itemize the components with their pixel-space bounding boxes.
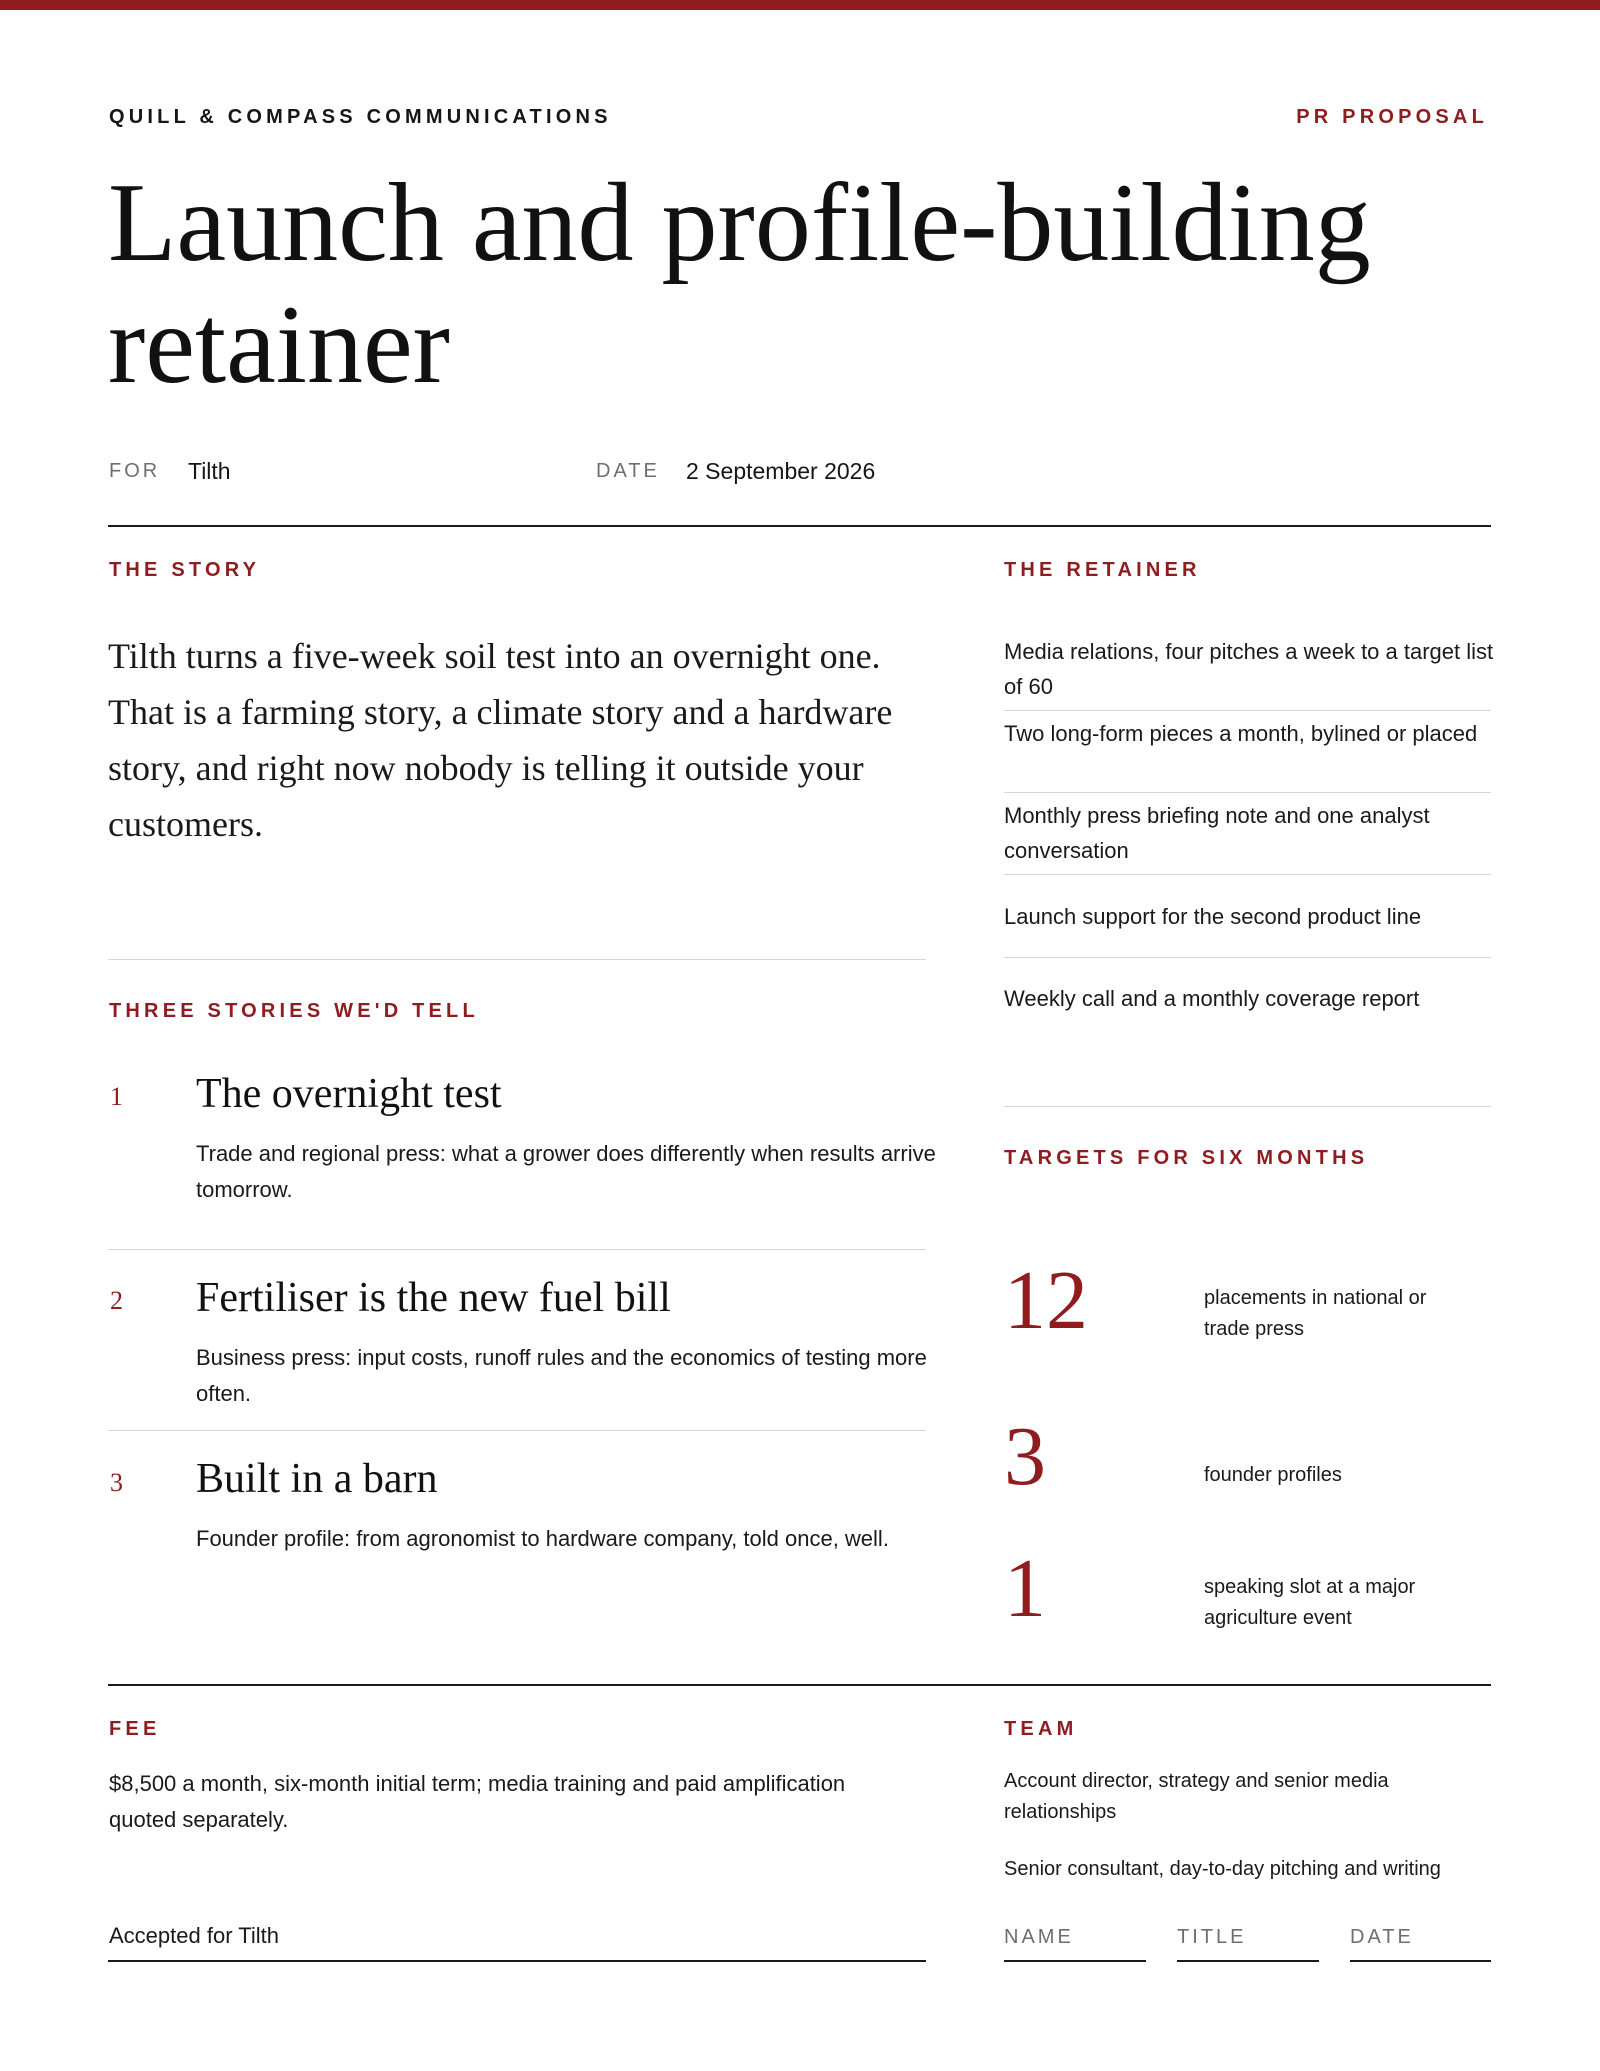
sig-name-line[interactable] bbox=[1004, 1960, 1146, 1962]
agency-name: QUILL & COMPASS COMMUNICATIONS bbox=[109, 106, 612, 128]
fee-text: $8,500 a month, six-month initial term; media training and paid amplification quoted separately. bbox=[109, 1771, 846, 1832]
target-label: placements in national or trade press bbox=[1204, 1287, 1427, 1340]
story-item-divider bbox=[108, 1430, 926, 1431]
sig-title-line[interactable] bbox=[1177, 1960, 1319, 1962]
team-heading: TEAM bbox=[1004, 1718, 1078, 1740]
three-stories-heading: THREE STORIES WE'D TELL bbox=[109, 1000, 479, 1022]
retainer-divider bbox=[1004, 710, 1491, 711]
retainer-divider bbox=[1004, 874, 1491, 875]
target-label: speaking slot at a major agriculture event bbox=[1204, 1576, 1416, 1629]
story-description: Trade and regional press: what a grower does differently when results arrive tomorrow. bbox=[196, 1141, 936, 1202]
story-item-divider bbox=[108, 1249, 926, 1250]
header-divider bbox=[108, 525, 1491, 527]
target-value: 1 bbox=[1004, 1542, 1046, 1635]
target-value: 3 bbox=[1004, 1410, 1046, 1503]
accent-top-bar bbox=[0, 0, 1600, 10]
doc-type-label: PR PROPOSAL bbox=[1296, 106, 1488, 128]
story-number: 2 bbox=[110, 1286, 123, 1315]
retainer-divider bbox=[1004, 957, 1491, 958]
date-label: DATE bbox=[596, 460, 660, 482]
accepted-signature-line[interactable] bbox=[108, 1960, 926, 1962]
story-heading: THE STORY bbox=[109, 559, 261, 581]
story-divider bbox=[108, 959, 926, 960]
retainer-item: Monthly press briefing note and one analyst conversation bbox=[1004, 803, 1430, 863]
retainer-item: Weekly call and a monthly coverage report bbox=[1004, 986, 1420, 1011]
targets-heading: TARGETS FOR SIX MONTHS bbox=[1004, 1147, 1369, 1169]
retainer-divider bbox=[1004, 792, 1491, 793]
retainer-heading: THE RETAINER bbox=[1004, 559, 1201, 581]
footer-divider bbox=[108, 1684, 1491, 1686]
target-value: 12 bbox=[1004, 1254, 1088, 1347]
for-value: Tilth bbox=[188, 458, 231, 484]
story-title: Built in a barn bbox=[196, 1456, 438, 1502]
retainer-item: Launch support for the second product line bbox=[1004, 904, 1422, 929]
retainer-item: Two long-form pieces a month, bylined or placed bbox=[1004, 721, 1478, 746]
story-number: 3 bbox=[110, 1468, 123, 1497]
sig-date-label: DATE bbox=[1350, 1926, 1414, 1948]
team-member: Senior consultant, day-to-day pitching and writing bbox=[1004, 1858, 1441, 1880]
accepted-label: Accepted for Tilth bbox=[109, 1923, 279, 1948]
for-label: FOR bbox=[109, 460, 161, 482]
team-member: Account director, strategy and senior media relationships bbox=[1004, 1770, 1389, 1823]
story-title: Fertiliser is the new fuel bill bbox=[196, 1275, 671, 1321]
story-title: The overnight test bbox=[196, 1071, 502, 1117]
story-description: Business press: input costs, runoff rules and the economics of testing more often. bbox=[196, 1345, 927, 1406]
sig-date-line[interactable] bbox=[1350, 1960, 1491, 1962]
story-number: 1 bbox=[110, 1082, 123, 1111]
date-value: 2 September 2026 bbox=[686, 458, 876, 484]
sig-name-label: NAME bbox=[1004, 1926, 1074, 1948]
title-line-1: Launch and profile-building bbox=[108, 161, 1371, 285]
story-lede: Tilth turns a five-week soil test into an overnight one. That is a farming story, a climate story and a hardware story, and right now nobody is telling it outside your customers. bbox=[108, 636, 893, 844]
story-description: Founder profile: from agronomist to hardware company, told once, well. bbox=[196, 1526, 889, 1551]
retainer-item: Media relations, four pitches a week to a target list of 60 bbox=[1004, 639, 1494, 699]
target-label: founder profiles bbox=[1204, 1464, 1342, 1486]
sig-title-label: TITLE bbox=[1177, 1926, 1247, 1948]
page-title bbox=[108, 162, 1508, 406]
title-line-2: retainer bbox=[108, 283, 450, 407]
fee-heading: FEE bbox=[109, 1718, 161, 1740]
retainer-end-divider bbox=[1004, 1106, 1491, 1107]
